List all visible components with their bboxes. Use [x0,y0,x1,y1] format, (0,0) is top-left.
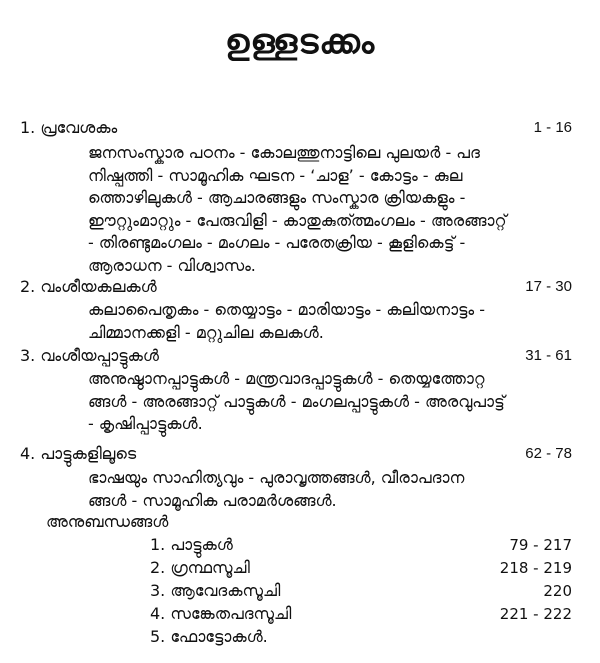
description-line: അനുഷ്ഠാനപ്പാട്ടുകൾ - മന്ത്രവാദപ്പാട്ടുകൾ - തെയ്യത്തോറ്റ [88,369,485,388]
appendix-heading: അനുബന്ധങ്ങൾ [46,512,169,531]
description-line: കലാപൈതൃകം - തെയ്യാട്ടം - മാരിയാട്ടം - കലിയനാട്ടം - [88,300,486,319]
description-line: നിഷ്പത്തി - സാമൂഹിക ഘടന - ‘ചാള’ - കോട്ടം - കുല [88,165,463,185]
description-line: ചിമ്മാനക്കളി - മറ്റുചില കലകൾ. [88,322,324,342]
appendix-item [150,603,572,625]
chapter-description [88,467,578,512]
page-range: 79 - 217 [509,536,572,554]
description-line: - കൃഷിപ്പാട്ടുകൾ. [88,414,203,433]
chapter-title: 2. വംശീയകലകൾ [20,277,157,296]
description-line: ങ്ങൾ - സാമൂഹിക പരാമർശങ്ങൾ. [88,490,337,510]
appendix-item [150,580,572,602]
page-range: 17 - 30 [525,278,572,295]
description-line: ജനസംസ്കാര പഠനം - കോലത്തുനാട്ടിലെ പുലയർ - പദ [88,143,480,162]
description-line: ആരാധന - വിശ്വാസം. [88,255,256,275]
page-range: 31 - 61 [525,347,572,364]
page-range: 220 [543,582,572,600]
toc-entry-4 [20,443,572,465]
appendix-title: 5. ഫോട്ടോകൾ. [150,627,268,646]
description-line: ത്തൊഴിലുകൾ - ആചാരങ്ങളും സംസ്കാര ക്രിയകളും - [88,188,466,207]
page-range: 1 - 16 [533,119,572,136]
chapter-title: 1. പ്രവേശകം [20,118,118,137]
toc-entry-2 [20,276,572,298]
chapter-title: 4. പാട്ടുകളിലൂടെ [20,444,137,463]
page-range: 62 - 78 [525,445,572,462]
page-range: 221 - 222 [499,605,572,623]
chapter-description [88,299,578,344]
description-line: ഈറ്റുംമാറ്റും - പേരുവിളി - കാതുകുത്ത്മംഗലം - അരങ്ങാറ്റ് [88,210,507,230]
page-title: ഉള്ളടക്കം [224,22,376,62]
chapter-description [88,368,578,436]
toc-entry-1 [20,117,572,139]
description-line: - തിരണ്ടുമംഗലം - മംഗലം - പരേതക്രിയ - കൂളികെട്ട് - [88,233,466,252]
appendix-item [150,626,572,648]
appendix-item [150,557,572,579]
page-range: 218 - 219 [499,559,572,577]
toc-entry-3 [20,345,572,367]
appendix-title: 1. പാട്ടുകൾ [150,535,233,554]
chapter-title: 3. വംശീയപ്പാട്ടുകൾ [20,346,159,365]
appendix-title: 4. സങ്കേതപദസൂചി [150,604,292,623]
description-line: ഭാഷയും സാഹിത്യവും - പുരാവൃത്തങ്ങൾ, വീരാപദാന [88,468,465,487]
appendix-title: 3. ആവേദകസൂചി [150,581,281,600]
appendix-title: 2. ഗ്രന്ഥസൂചി [150,558,250,577]
chapter-description [88,142,578,277]
description-line: ങ്ങൾ - അരങ്ങാറ്റ് പാട്ടുകൾ - മംഗലപ്പാട്ടുകൾ - അരവുപാട്ട് [88,391,505,411]
appendix-item [150,534,572,556]
